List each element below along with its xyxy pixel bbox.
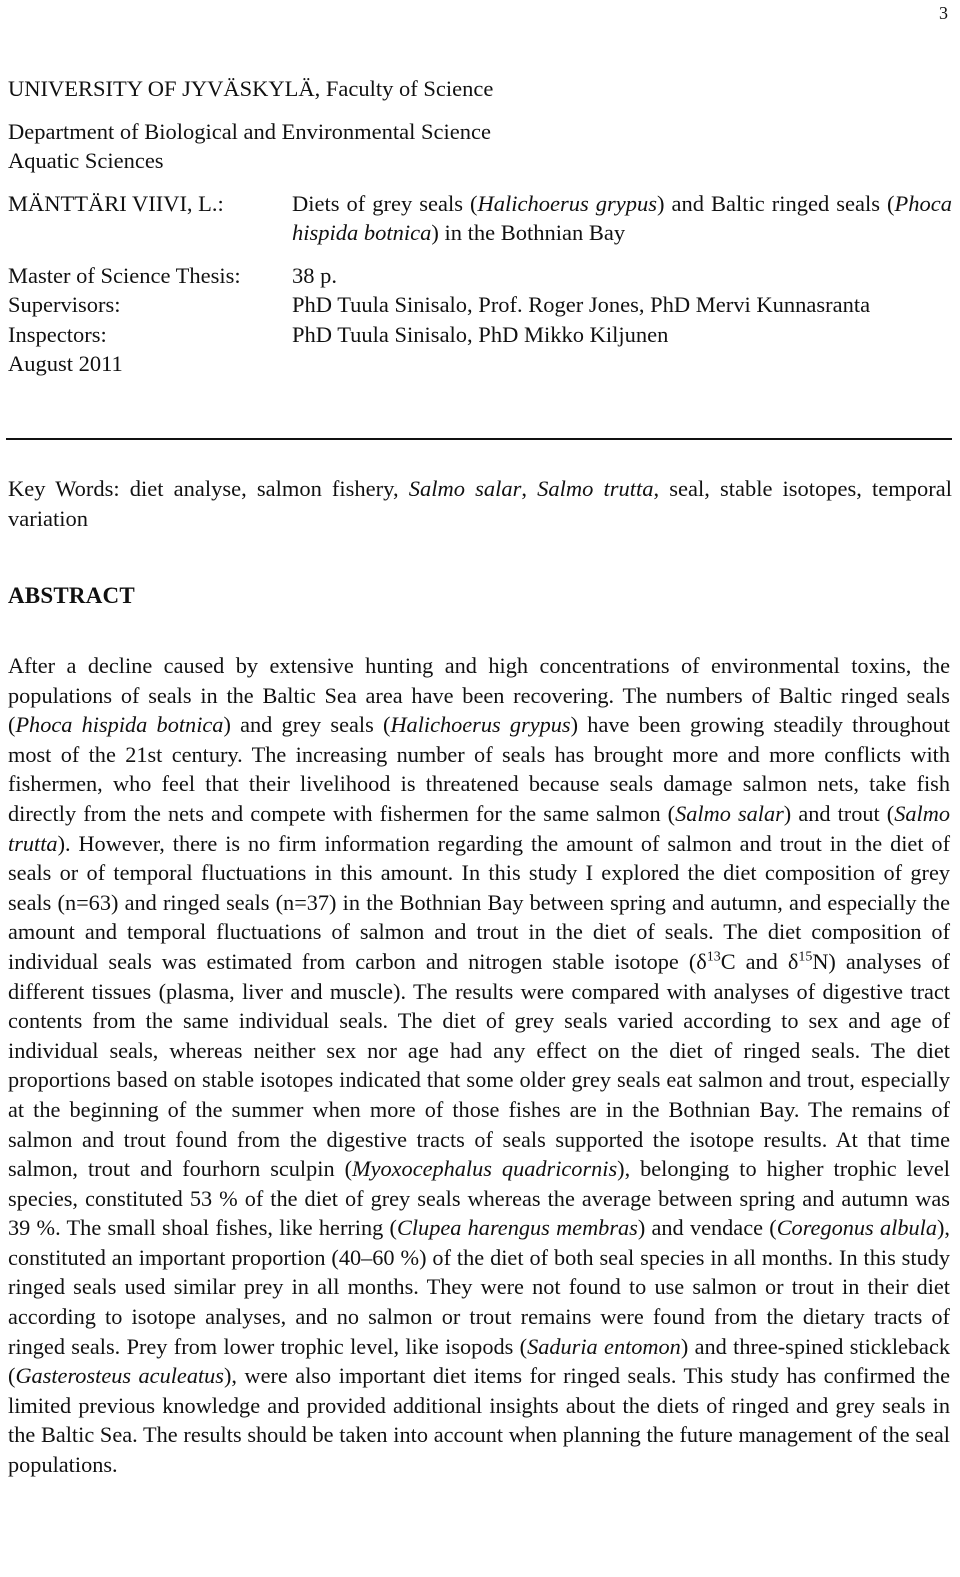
keywords: Key Words: diet analyse, salmon fishery, Salmo salar, Salmo trutta, seal, stable isotopes, temporal variation [8, 476, 953, 531]
date-line: August 2011 [8, 351, 123, 376]
species-name: Halichoerus grypus [477, 190, 657, 216]
thesis-title: Diets of grey seals (Halichoerus grypus) and Baltic ringed seals (Phoca hispida botnica) in the Bothnian Bay [292, 190, 952, 245]
header-divider [6, 438, 952, 440]
department-line: Department of Biological and Environmental Science [8, 118, 491, 144]
supervisors-row [8, 290, 952, 320]
keyword-species: Salmo trutta [537, 476, 654, 501]
university-line: UNIVERSITY OF JYVÄSKYLÄ, Faculty of Science [8, 76, 494, 101]
author-label: MÄNTTÄRI VIIVI, L.: [8, 190, 224, 216]
species-name: Phoca hispida botnica [292, 190, 952, 245]
thesis-label: Master of Science Thesis: [8, 262, 241, 288]
supervisors-label: Supervisors: [8, 292, 121, 317]
supervisors-value: PhD Tuula Sinisalo, Prof. Roger Jones, PhD Mervi Kunnasranta [292, 292, 871, 317]
abstract-paragraph: After a decline caused by extensive hunting and high concentrations of environmental toxins, the populations of seals in the Baltic Sea area have been recovering. The numbers of Baltic ringed seals (Phoca hispida botnica) and grey seals (Halichoerus grypus) have been growing steadily throughout most of the 21st century. The increasing number of seals has brought more and more conflicts with fishermen, who feel that their livelihood is threatened because seals damage salmon nets, take fish directly from the nets and compete with fishermen for the same salmon (Salmo salar) and trout (Salmo trutta). However, there is no firm information regarding the amount of salmon and trout in the diet of seals or of temporal fluctuations in this amount. In this study I explored the diet composition of grey seals (n=63) and ringed seals (n=37) in the Bothnian Bay between spring and autumn, and especially the amount and temporal fluctuations of salmon and trout in the diet of seals. The diet composition of individual seals was estimated from carbon and nitrogen stable isotope ($\delta^{13}C$ and $\delta^{15}N$) analyses of different tissues (plasma, liver and muscle). The results were compared with analyses of digestive tract contents from the same individual seals. The diet of grey seals varied according to sex and age of individual seals, whereas neither sex nor age had any effect on the diet of ringed seals. The diet proportions based on stable isotopes indicated that some older grey seals eat salmon and trout, especially at the beginning of the summer when more of those fishes are in the Bothnian Bay. The remains of salmon and trout found from the digestive tracts of seals supported the isotope results. At that time salmon, trout and fourhorn sculpin (Myoxocephalus quadricornis), belonging to higher trophic level species, constituted 53 % of the diet of grey seals whereas the average between spring and autumn was 39 %. The small shoal fishes, like herring (Clupea harengus membras) and vendace (Coregonus albula), constituted an important proportion (40–60 %) of the diet of both seal species in all months. In this study ringed seals used similar prey in all months. They were not found to use salmon or trout in their diet according to isotope analyses, and no salmon or trout remains were found from the dietary tracts of ringed seals. Prey from lower trophic level, like isopods (Saduria entomon) and three-spined stickleback (Gasterosteus aculeatus), were also important diet items for ringed seals. This study has confirmed the limited previous knowledge and provided additional insights about the diets of ringed and grey seals in the Baltic Sea. The results should be taken into account when planning the future management of the seal populations. [8, 653, 951, 1478]
author-title-row [8, 189, 952, 248]
page-number: 3 [939, 3, 948, 23]
abstract-body [8, 651, 950, 1480]
inspectors-label: Inspectors: [8, 321, 107, 347]
inspectors-row [8, 320, 952, 350]
division-line: Aquatic Sciences [8, 148, 164, 173]
abstract-heading: ABSTRACT [8, 583, 135, 608]
inspectors-value: PhD Tuula Sinisalo, PhD Mikko Kiljunen [292, 321, 669, 347]
thesis-header [8, 74, 952, 379]
thesis-pages-row [8, 261, 952, 291]
thesis-pages: 38 p. [292, 262, 337, 288]
keyword-species: Salmo salar [408, 476, 522, 501]
